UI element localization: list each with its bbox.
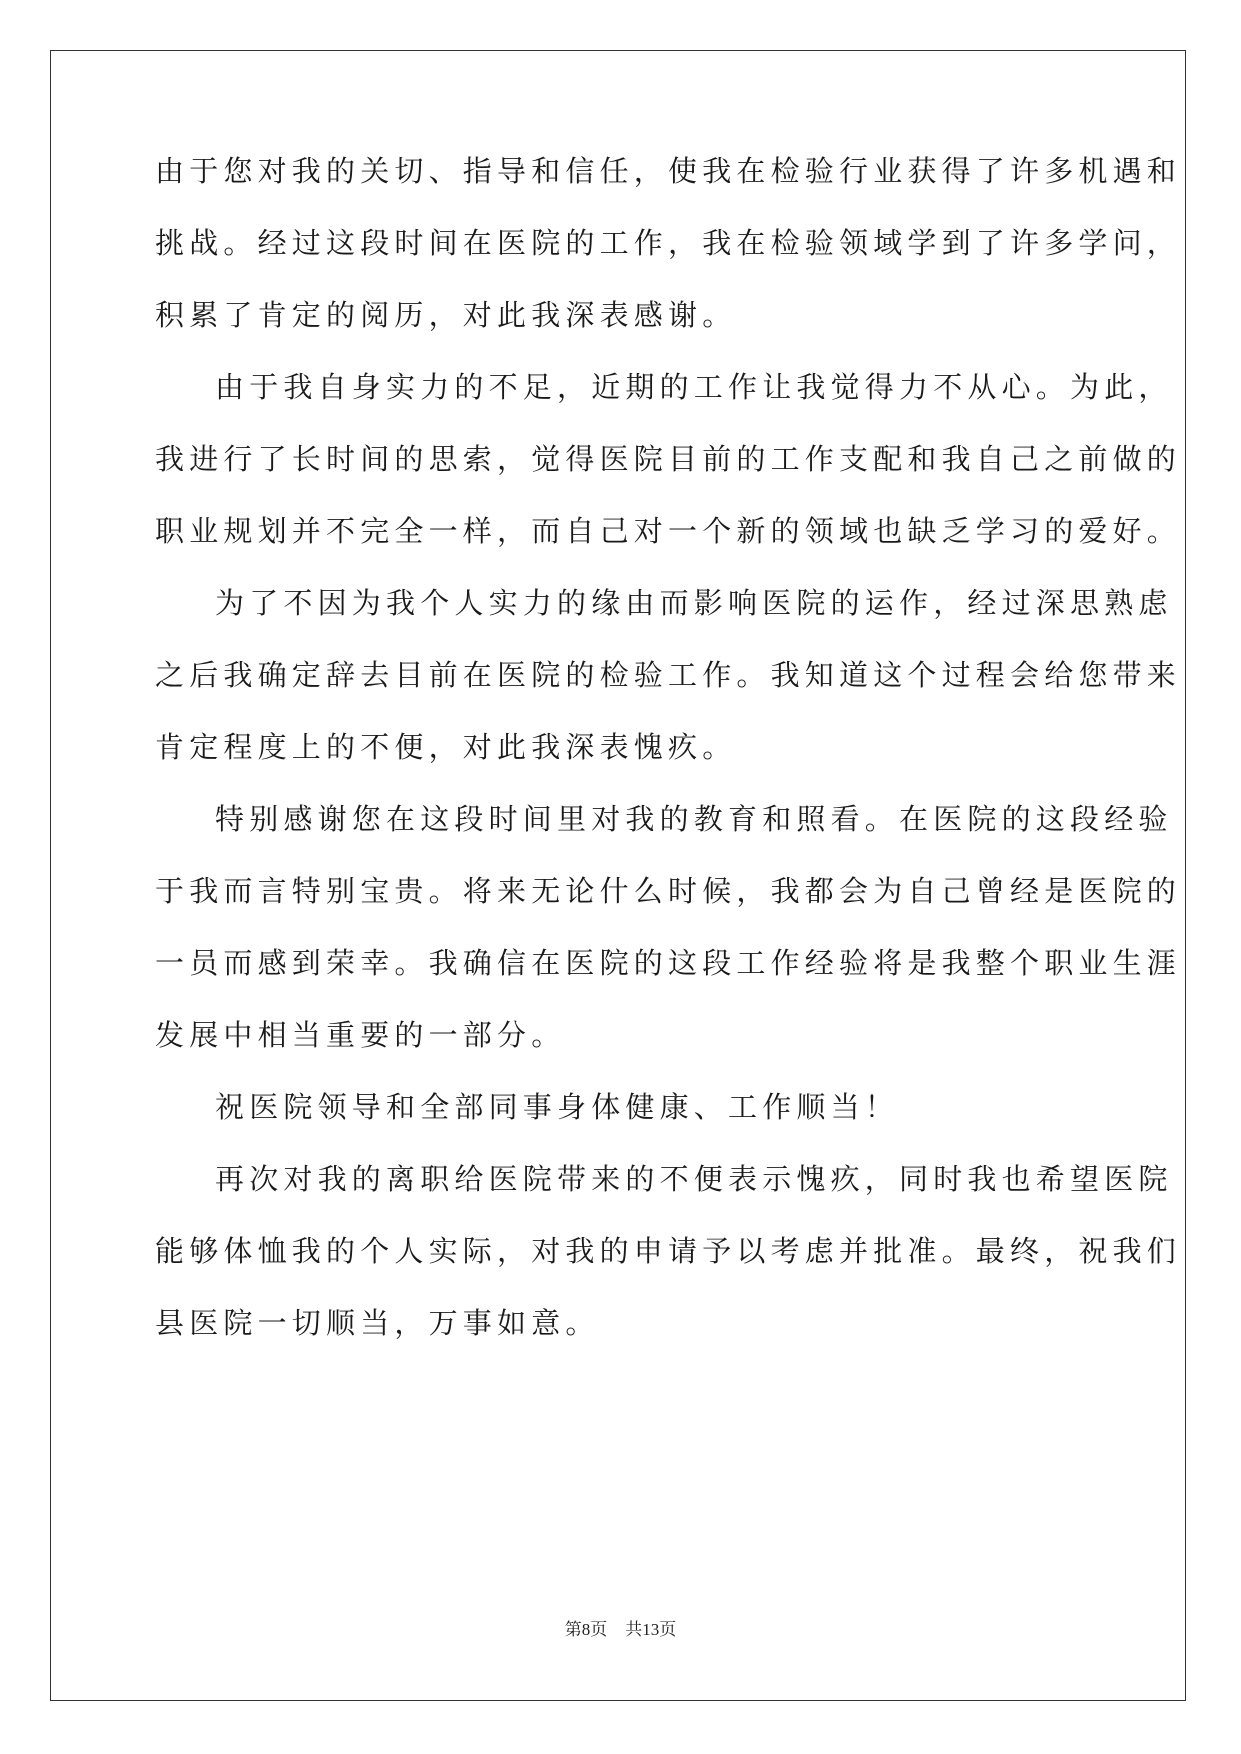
text-line: 职业规划并不完全一样，而自己对一个新的领域也缺乏学习的爱好。 — [155, 514, 1182, 548]
text-line: 于我而言特别宝贵。将来无论什么时候，我都会为自己曾经是医院的 — [155, 874, 1182, 908]
text-line: 一员而感到荣幸。我确信在医院的这段工作经验将是我整个职业生涯 — [155, 946, 1182, 980]
text-line: 能够体恤我的个人实际，对我的申请予以考虑并批准。最终，祝我们 — [155, 1234, 1182, 1268]
text-line: 挑战。经过这段时间在医院的工作，我在检验领域学到了许多学问， — [155, 226, 1182, 260]
text-line: 县医院一切顺当，万事如意。 — [155, 1306, 600, 1340]
text-line: 我进行了长时间的思索，觉得医院目前的工作支配和我自己之前做的 — [155, 442, 1182, 476]
page-number-total: 共13页 — [625, 1620, 677, 1639]
paragraph-first-line: 再次对我的离职给医院带来的不便表示愧疚，同时我也希望医院 — [215, 1162, 1173, 1196]
paragraph-first-line: 祝医院领导和全部同事身体健康、工作顺当！ — [215, 1090, 900, 1124]
page-number-current: 第8页 — [564, 1620, 608, 1639]
page-footer — [0, 1615, 1241, 1640]
text-line: 发展中相当重要的一部分。 — [155, 1018, 566, 1052]
paragraph-first-line: 特别感谢您在这段时间里对我的教育和照看。在医院的这段经验 — [215, 802, 1173, 836]
text-line: 由于您对我的关切、指导和信任，使我在检验行业获得了许多机遇和 — [155, 154, 1182, 188]
text-line: 积累了肯定的阅历，对此我深表感谢。 — [155, 298, 737, 332]
paragraph-first-line: 为了不因为我个人实力的缘由而影响医院的运作，经过深思熟虑 — [215, 586, 1173, 620]
text-line: 肯定程度上的不便，对此我深表愧疚。 — [155, 730, 737, 764]
paragraph-first-line: 由于我自身实力的不足，近期的工作让我觉得力不从心。为此， — [215, 370, 1173, 404]
text-line: 之后我确定辞去目前在医院的检验工作。我知道这个过程会给您带来 — [155, 658, 1182, 692]
